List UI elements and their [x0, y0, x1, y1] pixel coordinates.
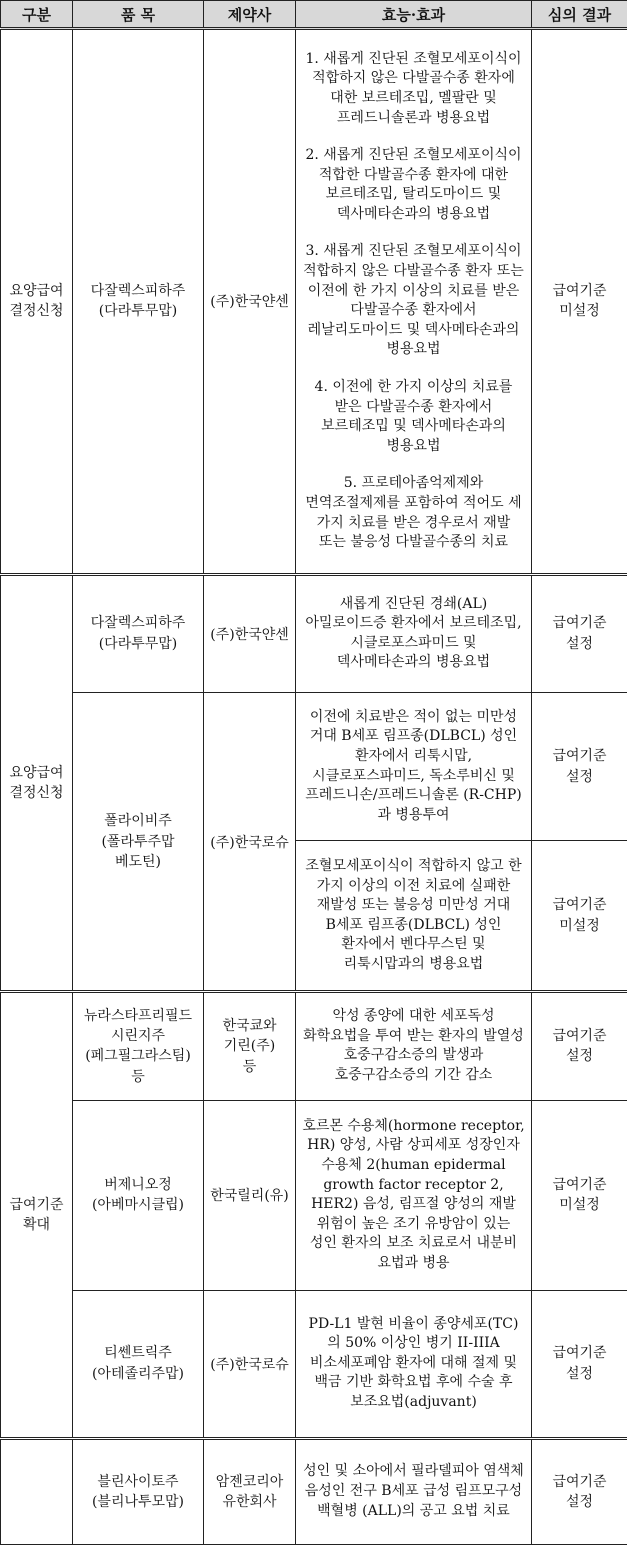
table-row [1, 1438, 627, 1544]
product-cell: 뉴라스타프리필드 시린지주 (페그필그라스팀) 등 [73, 992, 204, 1100]
table-row [1, 693, 627, 841]
company-cell: (주)한국로슈 [204, 693, 296, 992]
company-cell: (주)한국얀센 [204, 29, 296, 575]
efficacy-item: 4. 이전에 한 가지 이상의 치료를 받은 다발골수종 환자에서 보르테조밉 및 덱사메타손과의 병용요법 [314, 379, 513, 454]
company-cell: 한국쿄와 기린(주) 등 [204, 992, 296, 1100]
company-cell: (주)한국얀센 [204, 574, 296, 693]
result-cell: 급여기준 설정 [532, 693, 627, 841]
category-cell: 요양급여 결정신청 [1, 574, 73, 992]
table-row [1, 29, 627, 575]
table-row [1, 1100, 627, 1290]
result-cell: 급여기준 설정 [532, 574, 627, 693]
product-cell: 다잘렉스피하주 (다라투무맙) [73, 574, 204, 693]
efficacy-cell: 악성 종양에 대한 세포독성 화학요법을 투여 받는 환자의 발열성 호중구감소증의 발생과 호중구감소증의 기간 감소 [296, 992, 532, 1100]
product-cell: 티쎈트릭주 (아테졸리주맙) [73, 1290, 204, 1438]
category-cell [1, 1438, 73, 1544]
result-cell: 급여기준 설정 [532, 1438, 627, 1544]
product-cell: 버제니오정 (아베마시클립) [73, 1100, 204, 1290]
header-company: 제약사 [204, 1, 296, 29]
result-cell: 급여기준 미설정 [532, 29, 627, 575]
company-cell: (주)한국로슈 [204, 1290, 296, 1438]
header-result: 심의 결과 [532, 1, 627, 29]
product-cell: 폴라이비주 (폴라투주맙 베도틴) [73, 693, 204, 992]
efficacy-cell: 조혈모세포이식이 적합하지 않고 한 가지 이상의 이전 치료에 실패한 재발성 또는 불응성 미만성 거대 B세포 림프종(DLBCL) 성인 환자에서 벤다무스틴 및 리툭시맙과의 병용요법 [296, 841, 532, 992]
efficacy-cell: 새롭게 진단된 경쇄(AL) 아밀로이드증 환자에서 보르테조밉, 시클로포스파미드 및 덱사메타손과의 병용요법 [296, 574, 532, 693]
efficacy-cell: 호르몬 수용체(hormone receptor, HR) 양성, 사람 상피세포 성장인자 수용체 2(human epidermal growth factor receptor 2, HER2) 음성, 림프절 양성의 재발 위험이 높은 조기 유방암이 있는 성인 환자의 보조 치료로서 내분비 요법과 병용 [296, 1100, 532, 1290]
header-efficacy: 효능·효과 [296, 1, 532, 29]
table-row [1, 574, 627, 693]
efficacy-item: 5. 프로테아좀억제제와 면역조절제제를 포함하여 적어도 세 가지 치료를 받은 경우로서 재발 또는 불응성 다발골수종의 치료 [305, 475, 522, 551]
product-cell: 다잘렉스피하주 (다라투무맙) [73, 29, 204, 575]
result-cell: 급여기준 미설정 [532, 841, 627, 992]
efficacy-cell: 이전에 치료받은 적이 없는 미만성 거대 B세포 림프종(DLBCL) 성인 환자에서 리툭시맙, 시클로포스파미드, 독소루비신 및 프레드니손/프레드니솔론 (R-CHP)과 병용투여 [296, 693, 532, 841]
table-row [1, 992, 627, 1100]
efficacy-cell: PD-L1 발현 비율이 종양세포(TC)의 50% 이상인 병기 II-IIIA 비소세포폐암 환자에 대해 절제 및 백금 기반 화학요법 후에 수술 후 보조요법(adjuvant) [296, 1290, 532, 1438]
category-cell: 급여기준 확대 [1, 992, 73, 1438]
efficacy-item: 2. 새롭게 진단된 조혈모세포이식이 적합한 다발골수종 환자에 대한 보르테조밉, 탈리도마이드 및 덱사메타손과의 병용요법 [305, 147, 522, 222]
efficacy-cell [296, 29, 532, 575]
result-cell: 급여기준 미설정 [532, 1100, 627, 1290]
company-cell: 한국릴리(유) [204, 1100, 296, 1290]
table-row [1, 1290, 627, 1438]
efficacy-item: 3. 새롭게 진단된 조혈모세포이식이 적합하지 않은 다발골수종 환자 또는 이전에 한 가지 이상의 치료를 받은 다발골수종 환자에서 레날리도마이드 및 덱사메타손과의 병용요법 [303, 243, 524, 358]
header-product: 품 목 [73, 1, 204, 29]
result-cell: 급여기준 설정 [532, 992, 627, 1100]
company-cell: 암젠코리아 유한회사 [204, 1438, 296, 1544]
header-row [1, 1, 627, 29]
product-cell: 블린사이토주 (블리나투모맙) [73, 1438, 204, 1544]
category-cell: 요양급여 결정신청 [1, 29, 73, 575]
result-cell: 급여기준 설정 [532, 1290, 627, 1438]
efficacy-item: 1. 새롭게 진단된 조혈모세포이식이 적합하지 않은 다발골수종 환자에 대한 보르테조밉, 멜팔란 및 프레드니솔론과 병용요법 [305, 50, 522, 126]
efficacy-cell: 성인 및 소아에서 필라델피아 염색체 음성인 전구 B세포 급성 림프모구성 백혈병 (ALL)의 공고 요법 치료 [296, 1438, 532, 1544]
header-category: 구분 [1, 1, 73, 29]
